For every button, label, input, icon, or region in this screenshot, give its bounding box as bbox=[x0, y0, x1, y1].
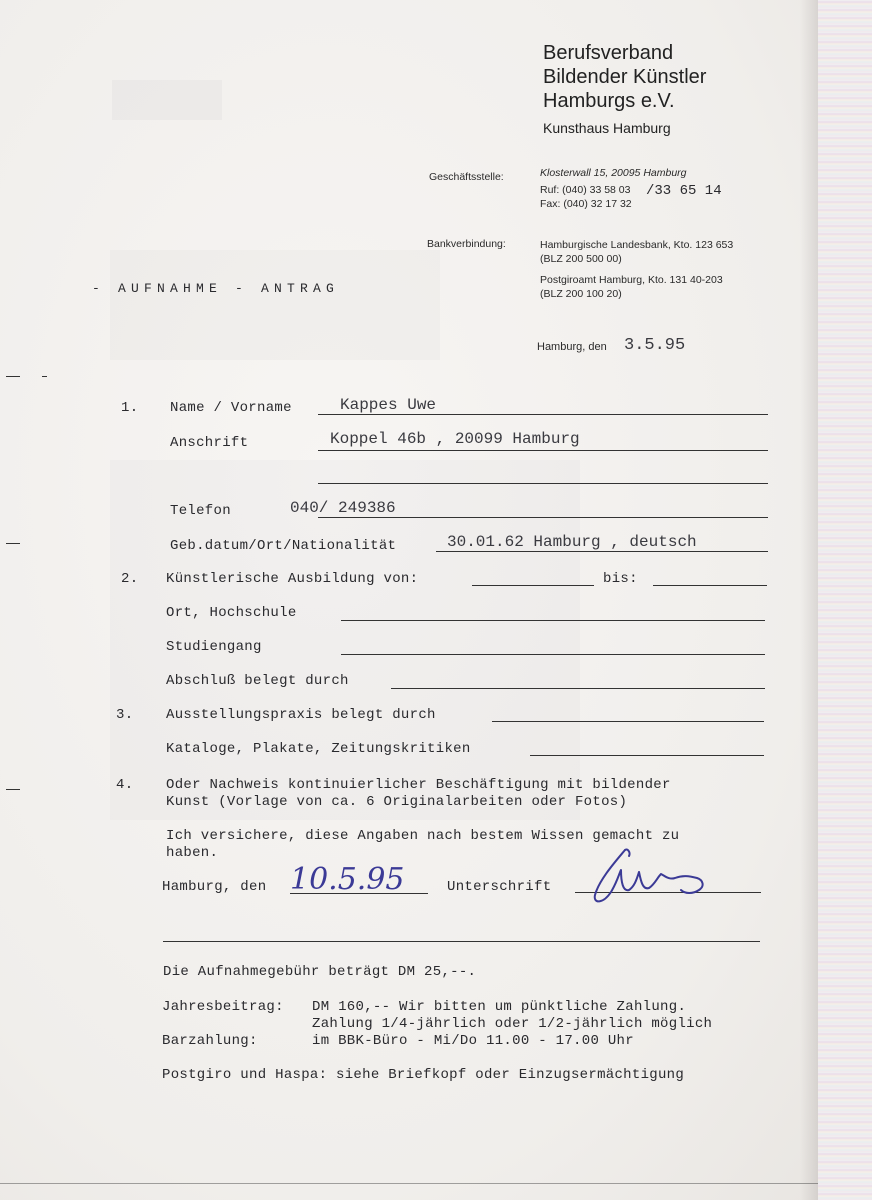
declaration-line-1: Ich versichere, diese Angaben nach bestem Wissen gemacht zu bbox=[166, 828, 680, 844]
org-name-line3: Hamburgs e.V. bbox=[543, 90, 675, 112]
birth-label: Geb.datum/Ort/Nationalität bbox=[170, 538, 397, 554]
form-title: - AUFNAHME - ANTRAG bbox=[92, 281, 340, 296]
margin-mark bbox=[6, 789, 20, 790]
section-number: 2. bbox=[121, 571, 139, 587]
page-bottom-edge bbox=[0, 1183, 818, 1184]
name-field-line[interactable] bbox=[318, 414, 768, 415]
signed-date-handwritten: 10.5.95 bbox=[290, 862, 405, 897]
annual-fee-label: Jahresbeitrag: bbox=[162, 999, 284, 1015]
margin-mark bbox=[6, 376, 20, 377]
proof-line-1: Oder Nachweis kontinuierlicher Beschäftigung mit bildender bbox=[166, 777, 671, 793]
annual-fee-line-2: Zahlung 1/4-jährlich oder 1/2-jährlich möglich bbox=[312, 1016, 713, 1032]
section-number: 3. bbox=[116, 707, 134, 723]
address-label: Anschrift bbox=[170, 435, 249, 451]
office-label: Geschäftsstelle: bbox=[429, 171, 504, 183]
phone-value: 040/ 249386 bbox=[290, 499, 396, 517]
catalogs-field[interactable] bbox=[530, 755, 764, 756]
org-name-line1: Berufsverband bbox=[543, 42, 674, 64]
declaration-line-2: haben. bbox=[166, 845, 219, 861]
name-value: Kappes Uwe bbox=[340, 396, 437, 414]
date-header-value: 3.5.95 bbox=[624, 336, 686, 355]
scanner-edge-strip bbox=[818, 0, 872, 1200]
course-label: Studiengang bbox=[166, 639, 262, 655]
bank1-line2: (BLZ 200 500 00) bbox=[540, 253, 622, 265]
proof-line-2: Kunst (Vorlage von ca. 6 Originalarbeiten oder Fotos) bbox=[166, 794, 628, 810]
name-label: Name / Vorname bbox=[170, 400, 292, 416]
phone-field-line[interactable] bbox=[318, 517, 768, 518]
school-field[interactable] bbox=[341, 620, 765, 621]
paper-edge-shadow bbox=[800, 0, 818, 1200]
office-phone: Ruf: (040) 33 58 03 bbox=[540, 184, 631, 196]
course-field[interactable] bbox=[341, 654, 765, 655]
training-from-field[interactable] bbox=[472, 585, 594, 586]
exhibitions-label: Ausstellungspraxis belegt durch bbox=[166, 707, 436, 723]
bank2-line2: (BLZ 200 100 20) bbox=[540, 288, 622, 300]
phone-label: Telefon bbox=[170, 503, 231, 519]
annual-fee-line-1: DM 160,-- Wir bitten um pünktliche Zahlung. bbox=[312, 999, 687, 1015]
signature-label: Unterschrift bbox=[447, 879, 552, 895]
margin-mark bbox=[42, 376, 47, 377]
exhibitions-field[interactable] bbox=[492, 721, 764, 722]
birth-field-line[interactable] bbox=[436, 551, 768, 552]
training-from-label: Künstlerische Ausbildung von: bbox=[166, 571, 419, 587]
org-name-line2: Bildender Künstler bbox=[543, 66, 707, 88]
office-address: Klosterwall 15, 20095 Hamburg bbox=[540, 167, 687, 179]
signature-place-date-label: Hamburg, den bbox=[162, 879, 267, 895]
degree-field[interactable] bbox=[391, 688, 765, 689]
margin-mark bbox=[6, 543, 20, 544]
bank-label: Bankverbindung: bbox=[427, 238, 506, 250]
catalogs-label: Kataloge, Plakate, Zeitungskritiken bbox=[166, 741, 471, 757]
section-number: 4. bbox=[116, 777, 134, 793]
cash-payment-line: im BBK-Büro - Mi/Do 11.00 - 17.00 Uhr bbox=[312, 1033, 634, 1049]
training-to-field[interactable] bbox=[653, 585, 767, 586]
handwritten-signature bbox=[585, 840, 725, 910]
degree-label: Abschluß belegt durch bbox=[166, 673, 349, 689]
org-subtitle: Kunsthaus Hamburg bbox=[543, 120, 671, 136]
address-field-line[interactable] bbox=[318, 450, 768, 451]
address-value: Koppel 46b , 20099 Hamburg bbox=[330, 430, 580, 448]
office-fax: Fax: (040) 32 17 32 bbox=[540, 198, 632, 210]
separator-line bbox=[163, 941, 760, 942]
address-field-line-2[interactable] bbox=[318, 483, 768, 484]
section-number: 1. bbox=[121, 400, 139, 416]
bank2-line1: Postgiroamt Hamburg, Kto. 131 40-203 bbox=[540, 274, 723, 286]
school-label: Ort, Hochschule bbox=[166, 605, 297, 621]
postgiro-line: Postgiro und Haspa: siehe Briefkopf oder Einzugsermächtigung bbox=[162, 1067, 685, 1083]
training-to-label: bis: bbox=[603, 571, 638, 587]
cash-payment-label: Barzahlung: bbox=[162, 1033, 258, 1049]
office-phone-extra: /33 65 14 bbox=[646, 183, 722, 199]
fee-line: Die Aufnahmegebühr beträgt DM 25,--. bbox=[163, 964, 477, 980]
signature-date-field[interactable] bbox=[290, 893, 428, 894]
bank1-line1: Hamburgische Landesbank, Kto. 123 653 bbox=[540, 239, 734, 251]
date-header-label: Hamburg, den bbox=[537, 341, 607, 353]
birth-value: 30.01.62 Hamburg , deutsch bbox=[447, 533, 697, 551]
